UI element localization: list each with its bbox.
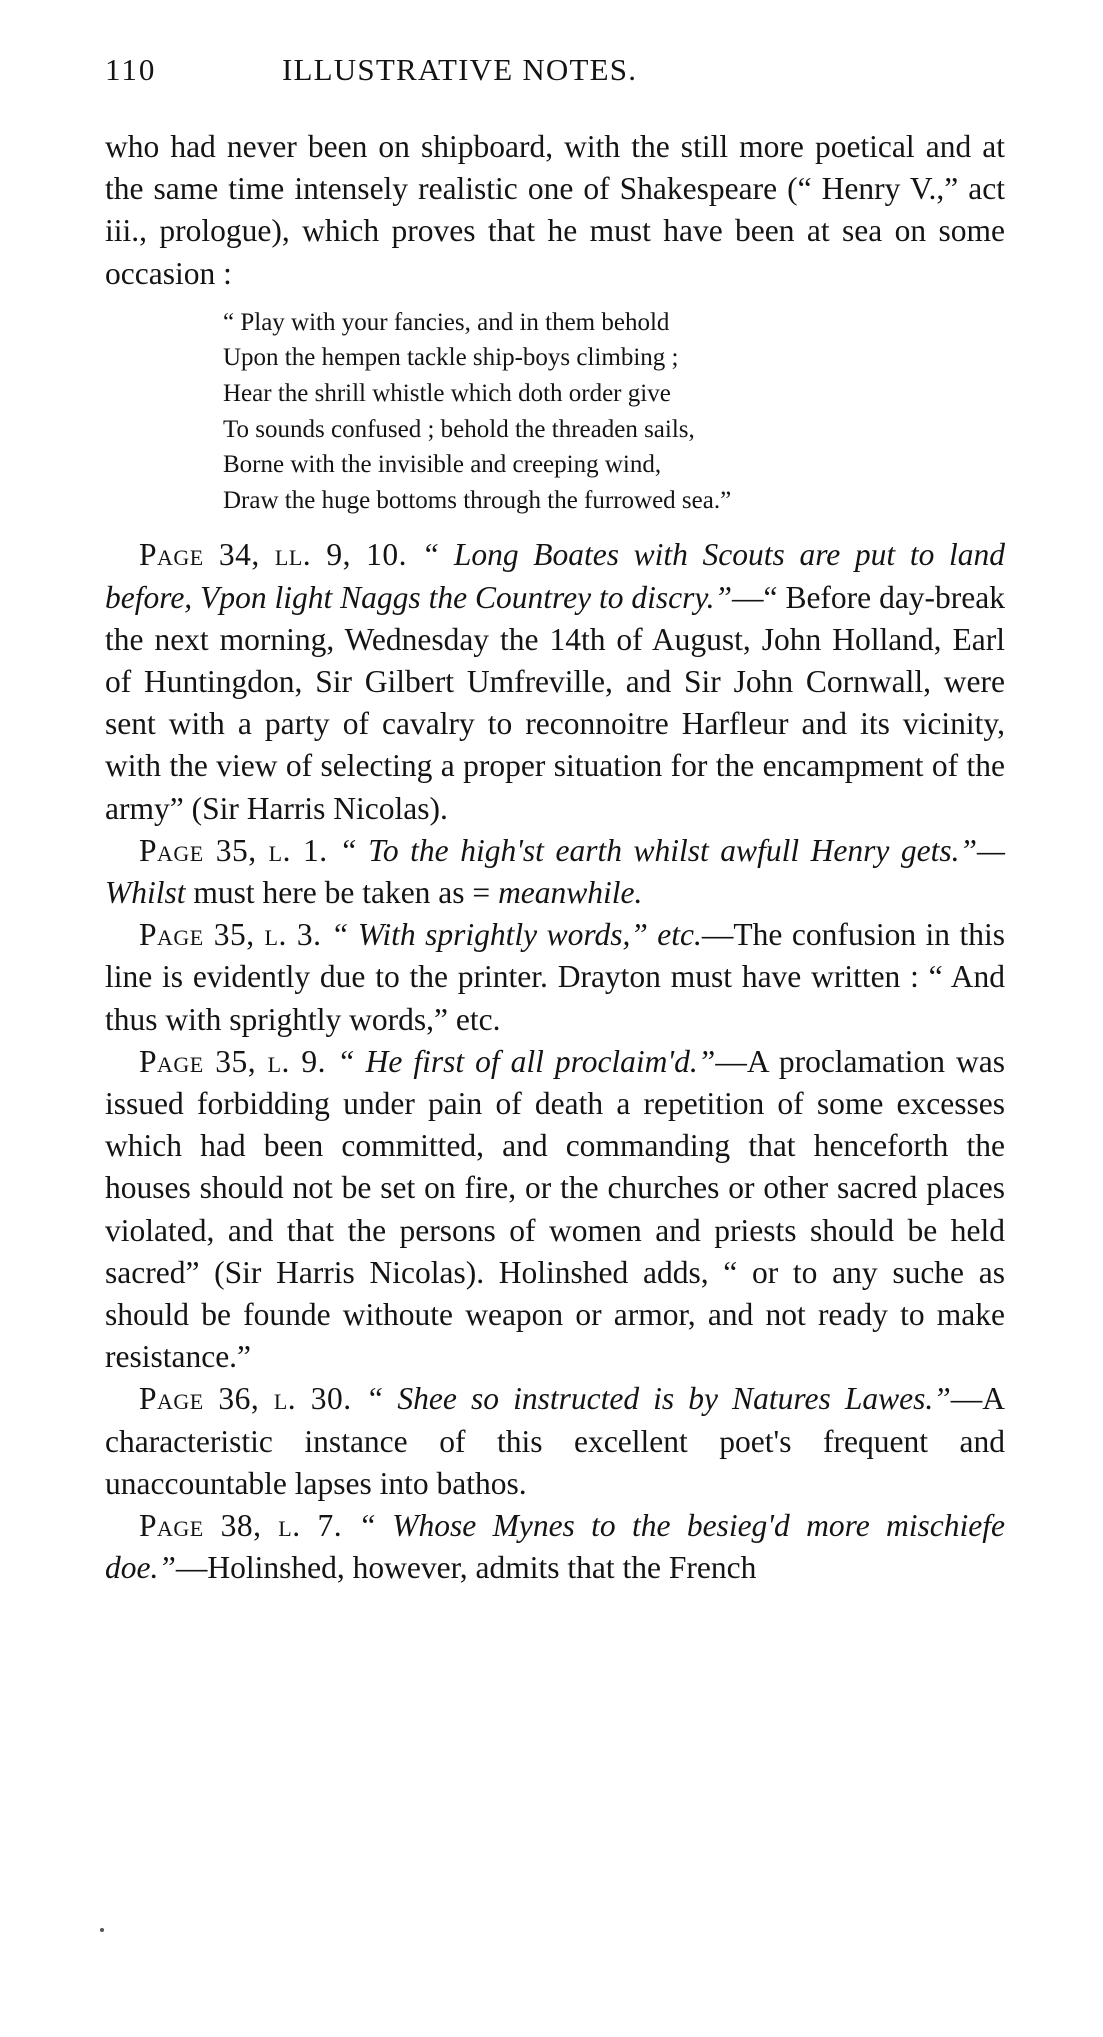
note-quote: “ He first of all proclaim'd.” xyxy=(337,1043,716,1079)
note-text: —Holinshed, however, admits that the French xyxy=(175,1550,757,1586)
note-reference: Page 38, l. 7. xyxy=(139,1508,343,1544)
verse-line: Borne with the invisible and creeping wind, xyxy=(223,451,662,479)
note-page-35-line-3 xyxy=(105,914,1005,1041)
note-reference: Page 35, l. 3. xyxy=(139,917,322,953)
note-reference: Page 35, l. 1. xyxy=(139,832,328,868)
note-quote: “ Whose Mynes to the besieg'd more mischiefe doe.” xyxy=(105,1508,1005,1586)
note-text: must here be taken as = xyxy=(185,875,499,910)
note-quote: “ To the high'st earth whilst awfull Henry gets.”— xyxy=(339,832,1006,868)
note-page-35-line-9 xyxy=(105,1041,1005,1379)
page xyxy=(105,52,1005,1589)
note-reference: Page 34, ll. 9, 10. xyxy=(139,537,407,573)
note-text: —A characteristic instance of this excellent poet's frequent and unaccountable lapses into bathos. xyxy=(105,1381,1006,1501)
note-page-38 xyxy=(105,1505,1005,1589)
note-quote: “ With sprightly words,” etc. xyxy=(330,917,702,953)
running-title: ILLUSTRATIVE NOTES. xyxy=(282,52,638,87)
note-page-34 xyxy=(105,534,1005,829)
verse-line: Draw the huge bottoms through the furrowed sea.” xyxy=(223,486,732,514)
intro-paragraph: who had never been on shipboard, with the still more poetical and at the same time intensely realistic one of Shakespeare (“ Henry V.,” act iii., prologue), which proves that he must have been at sea on some occasion : xyxy=(105,129,1005,291)
verse-line: “ Play with your fancies, and in them behold xyxy=(223,308,670,336)
note-text-italic: meanwhile. xyxy=(498,875,643,910)
note-text: —“ Before day-break the next morning, Wednesday the 14th of August, John Holland, Earl of Huntingdon, Sir Gilbert Umfreville, and Sir John Cornwall, were sent with a party of cavalry to reconnoitre Harfleur and its vicinity, with the view of selecting a proper situation for the encampment of the army” (Sir Harris Nicolas). xyxy=(105,579,1005,826)
page-number: 110 xyxy=(105,52,157,87)
note-reference: Page 35, l. 9. xyxy=(139,1043,327,1079)
note-reference: Page 36, l. 30. xyxy=(139,1381,352,1417)
running-header xyxy=(105,52,1005,96)
verse-line: To sounds confused ; behold the threaden sails, xyxy=(223,415,695,443)
note-page-35-line-1 xyxy=(105,830,1005,914)
note-page-36 xyxy=(105,1378,1005,1505)
note-quote: “ Shee so instructed is by Natures Lawes.” xyxy=(365,1381,951,1417)
verse-line: Upon the hempen tackle ship-boys climbing ; xyxy=(223,344,679,372)
note-quote: “ Long Boates with Scouts are put to land before, Vpon light Naggs the Countrey to discry.” xyxy=(105,537,1005,615)
note-text: —The confusion in this line is evidently due to the printer. Drayton must have written : “ And thus with sprightly words,” etc. xyxy=(105,917,1006,1037)
body-text xyxy=(105,126,1005,1589)
note-text: —A proclamation was issued forbidding under pain of death a repetition of some excesses which had been committed, and commanding that henceforth the houses should not be set on fire, or the churches or other sacred places violated, and that the persons of women and priests should be held sacred” (Sir Harris Nicolas). Holinshed adds, “ or to any suche as should be founde withoute weapon or armor, and not ready to make resistance.” xyxy=(105,1043,1006,1375)
verse-line: Hear the shrill whistle which doth order give xyxy=(223,380,671,407)
note-text-italic: Whilst xyxy=(105,875,186,910)
verse-quotation xyxy=(223,305,1005,519)
paper-speck xyxy=(100,1928,104,1932)
